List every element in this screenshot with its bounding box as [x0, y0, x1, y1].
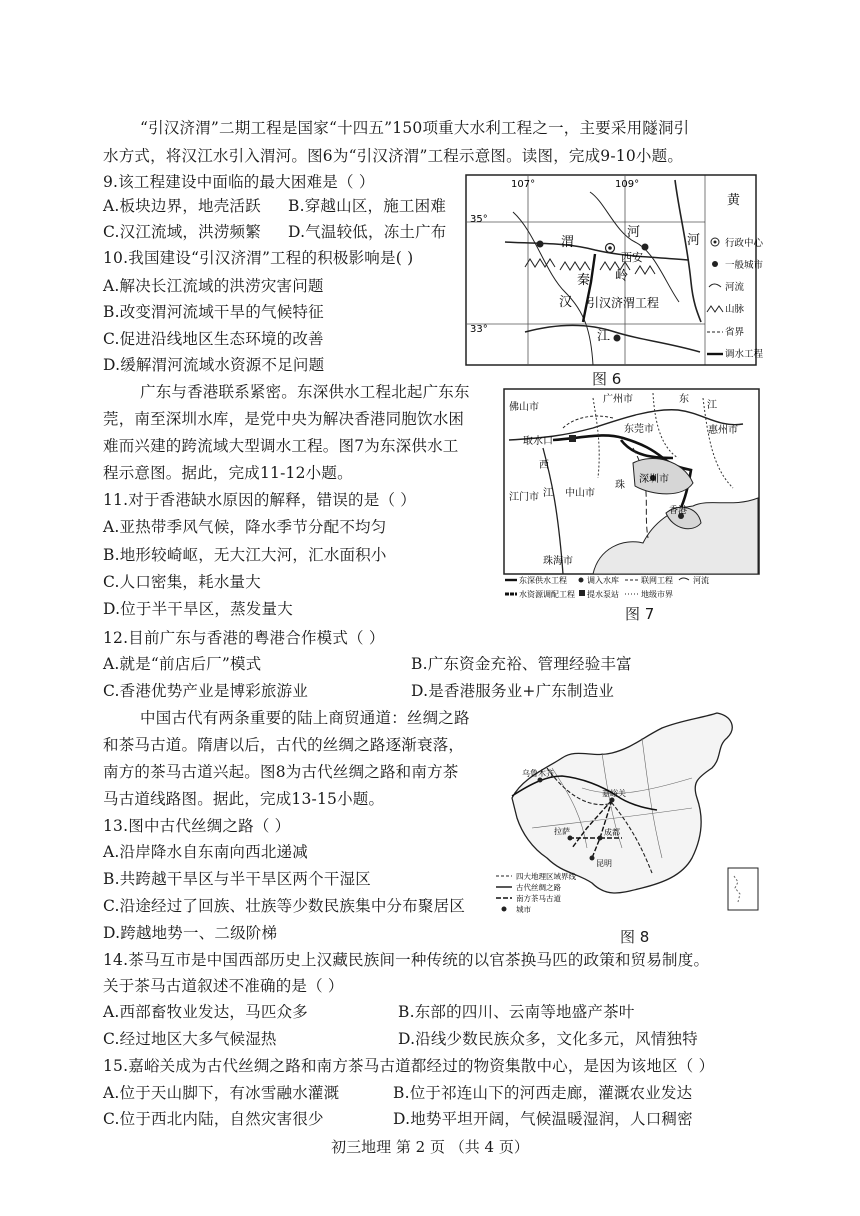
map-label: 河 — [687, 233, 701, 248]
map-label: 香港 — [669, 506, 688, 516]
question-stem: 11.对于香港缺水原因的解释，错误的是（ ） — [103, 491, 416, 509]
legend-label: 提水泵站 — [587, 590, 619, 599]
map-label: 佛山市 — [509, 402, 539, 413]
map-label: 黄 — [727, 193, 741, 208]
option: B.地形较崎岖，无大江大河，汇水面积小 — [103, 546, 387, 564]
option: D.沿线少数民族众多，文化多元，风情独特 — [398, 1030, 698, 1048]
legend-label: 四大地理区域界线 — [516, 872, 576, 881]
question-stem: 关于茶马古道叙述不准确的是（ ） — [103, 977, 344, 995]
option: B.共跨越干旱区与半干旱区两个干湿区 — [103, 870, 371, 888]
map-label: 广州市 — [603, 394, 633, 405]
option: A.板块边界，地壳活跃 — [103, 197, 261, 215]
option: D.位于半干旱区，蒸发量大 — [103, 600, 293, 618]
legend-label: 一般城市 — [725, 260, 764, 271]
option: A.亚热带季风气候，降水季节分配不均匀 — [103, 518, 387, 536]
legend-label: 地级市界 — [641, 590, 673, 599]
intro-line: 马古道线路图。据此，完成13-15小题。 — [103, 790, 385, 808]
option: D.缓解渭河流域水资源不足问题 — [103, 356, 325, 374]
map-label: 江 — [597, 329, 611, 344]
longitude-label: 107° — [511, 179, 536, 190]
question-stem: 10.我国建设“引汉济渭”工程的积极影响是( ) — [103, 249, 414, 267]
map-label: 珠海市 — [543, 556, 573, 567]
option: D.是香港服务业+广东制造业 — [411, 682, 615, 700]
map-label: 乌鲁木齐 — [522, 769, 554, 778]
longitude-label: 109° — [615, 179, 640, 190]
latitude-label: 35° — [470, 214, 488, 225]
legend-label: 水资源调配工程 — [519, 590, 575, 599]
option: C.促进沿线地区生态环境的改善 — [103, 330, 324, 348]
question-stem: 12.目前广东与香港的粤港合作模式（ ） — [103, 629, 385, 647]
figure-6-map — [465, 172, 765, 370]
legend-label: 省界 — [725, 327, 745, 338]
question-stem: 13.图中古代丝绸之路（ ） — [103, 817, 291, 835]
map-label: 西安 — [621, 251, 643, 264]
intro-line: 莞，南至深圳水库，是党中央为解决香港同胞饮水困 — [103, 410, 465, 428]
intro-line: 南方的茶马古道兴起。图8为古代丝绸之路和南方茶 — [103, 763, 459, 781]
map-label: 拉萨 — [554, 827, 570, 836]
map-label: 惠州市 — [708, 425, 738, 436]
question-stem: 14.茶马互市是中国西部历史上汉藏民族间一种传统的以官茶换马匹的政策和贸易制度。 — [103, 951, 710, 969]
map-label: 成都 — [604, 828, 620, 837]
figure-caption: 图 7 — [625, 605, 655, 623]
option: B.东部的四川、云南等地盛产茶叶 — [398, 1003, 635, 1021]
intro-line: “引汉济渭”二期工程是国家“十四五”150项重大水利工程之一，主要采用隧洞引 — [140, 119, 690, 137]
map-label: 珠 — [615, 480, 625, 491]
figure-7-legend — [505, 575, 709, 599]
option: A.西部畜牧业发达，马匹众多 — [103, 1003, 308, 1021]
option: D.气温较低，冻土广布 — [288, 223, 447, 241]
option: A.就是“前店后厂”模式 — [103, 655, 262, 673]
map-label: 西 — [539, 460, 549, 471]
map-label: 江门市 — [509, 492, 539, 503]
map-label: 东莞市 — [624, 424, 654, 435]
option: C.汉江流域，洪涝频繁 — [103, 223, 261, 241]
option: C.经过地区大多气候湿热 — [103, 1030, 277, 1048]
option: A.解决长江流域的洪涝灾害问题 — [103, 277, 324, 295]
intro-line: 水方式，将汉江水引入渭河。图6为“引汉济渭”工程示意图。读图，完成9-10小题。 — [103, 147, 684, 165]
option: B.广东资金充裕、管理经验丰富 — [411, 655, 632, 673]
intro-line: 广东与香港联系紧密。东深供水工程北起广东东 — [140, 383, 470, 401]
figure-7-map — [503, 388, 761, 600]
legend-label: 古代丝绸之路 — [516, 883, 561, 892]
figure-caption: 图 6 — [592, 370, 622, 388]
legend-label: 调入水库 — [587, 576, 619, 585]
map-label: 江 — [543, 488, 553, 499]
map-label: 江 — [707, 400, 717, 411]
legend-label: 河流 — [693, 576, 709, 585]
figure-8-map — [492, 708, 762, 938]
option: D.地势平坦开阔，气候温暖湿润，人口稠密 — [393, 1110, 693, 1128]
legend-label: 南方茶马古道 — [516, 894, 561, 903]
legend-label: 山脉 — [725, 304, 745, 315]
map-label: 河 — [627, 225, 641, 240]
option: B.穿越山区，施工困难 — [288, 197, 447, 215]
map-label: 汉 — [559, 295, 573, 310]
option: C.位于西北内陆，自然灾害很少 — [103, 1110, 324, 1128]
map-label: 渭 — [561, 235, 575, 250]
map-label: 昆明 — [596, 859, 612, 868]
map-label: 秦 — [577, 273, 591, 288]
intro-line: 程示意图。据此，完成11-12小题。 — [103, 464, 353, 482]
map-label: 东 — [679, 394, 689, 405]
option: D.跨越地势一、二级阶梯 — [103, 924, 278, 942]
latitude-label: 33° — [470, 324, 488, 335]
option: C.沿途经过了回族、壮族等少数民族集中分布聚居区 — [103, 897, 466, 915]
map-label: 取水口 — [523, 436, 553, 447]
legend-label: 调水工程 — [725, 349, 764, 360]
map-label: 中山市 — [565, 488, 595, 499]
figure-8-legend — [496, 871, 576, 914]
option: C.人口密集，耗水量大 — [103, 573, 261, 591]
page-footer: 初三地理 第 2 页 （共 4 页） — [331, 1138, 529, 1156]
legend-label: 城市 — [516, 905, 531, 914]
option: A.位于天山脚下，有冰雪融水灌溉 — [103, 1084, 340, 1102]
question-stem: 15.嘉峪关成为古代丝绸之路和南方茶马古道都经过的物资集散中心，是因为该地区（ ） — [103, 1057, 715, 1075]
map-label: 引汉济渭工程 — [587, 296, 660, 310]
option: C.香港优势产业是博彩旅游业 — [103, 682, 309, 700]
map-label: 嘉峪关 — [602, 789, 626, 798]
figure-caption: 图 8 — [620, 928, 650, 946]
intro-line: 和茶马古道。隋唐以后，古代的丝绸之路逐渐衰落， — [103, 736, 465, 754]
legend-label: 联网工程 — [641, 576, 673, 585]
legend-label: 行政中心 — [725, 238, 764, 249]
map-label: 岭 — [615, 269, 629, 284]
legend-label: 东深供水工程 — [519, 576, 567, 585]
option: B.位于祁连山下的河西走廊，灌溉农业发达 — [393, 1084, 693, 1102]
intro-line: 中国古代有两条重要的陆上商贸通道：丝绸之路 — [140, 709, 470, 727]
legend-label: 河流 — [725, 282, 745, 293]
map-label: 深圳市 — [639, 474, 669, 485]
question-stem: 9.该工程建设中面临的最大困难是（ ） — [103, 173, 375, 191]
option: A.沿岸降水自东南向西北递减 — [103, 843, 308, 861]
option: B.改变渭河流域干旱的气候特征 — [103, 303, 324, 321]
intro-line: 难而兴建的跨流域大型调水工程。图7为东深供水工 — [103, 437, 459, 455]
